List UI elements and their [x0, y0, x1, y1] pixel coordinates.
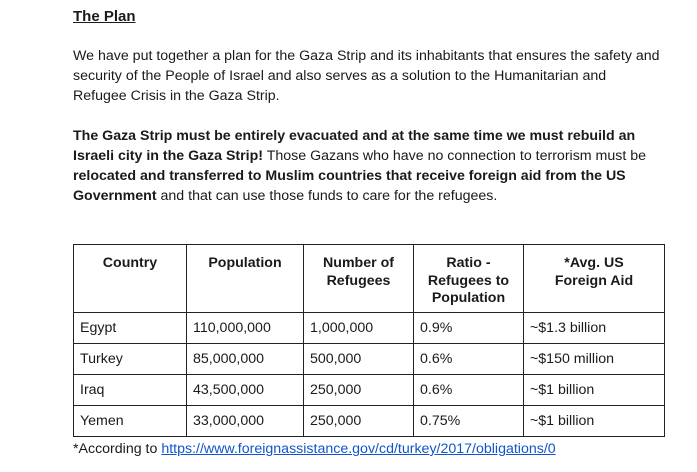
cell-ratio: 0.75% [414, 406, 524, 437]
cell-refugees: 1,000,000 [304, 313, 414, 344]
cell-ratio: 0.6% [414, 344, 524, 375]
source-link[interactable]: https://www.foreignassistance.gov/cd/turkey/2017/obligations/0 [161, 441, 556, 457]
cell-ratio: 0.9% [414, 313, 524, 344]
cell-aid: ~$1 billion [524, 375, 665, 406]
cell-aid: ~$1.3 billion [524, 313, 665, 344]
relocation-statement: relocated and transferred to Muslim countries that receive foreign aid from the US Government [73, 168, 626, 204]
cell-refugees: 250,000 [304, 375, 414, 406]
cell-population: 85,000,000 [187, 344, 304, 375]
table-row [74, 375, 665, 406]
cell-country: Egypt [74, 313, 187, 344]
cell-country: Iraq [74, 375, 187, 406]
footnote [73, 440, 556, 458]
cell-aid: ~$1 billion [524, 406, 665, 437]
cell-aid: ~$150 million [524, 344, 665, 375]
table-row [74, 406, 665, 437]
table-row [74, 344, 665, 375]
cell-population: 110,000,000 [187, 313, 304, 344]
header-population: Population [187, 245, 304, 313]
header-ratio: Ratio - Refugees to Population [414, 245, 524, 313]
plan-text-1: Those Gazans who have no connection to terrorism must be [263, 148, 647, 164]
page-title: The Plan [73, 8, 136, 25]
header-refugees: Number of Refugees [304, 245, 414, 313]
cell-refugees: 500,000 [304, 344, 414, 375]
cell-population: 33,000,000 [187, 406, 304, 437]
header-foreign-aid: *Avg. US Foreign Aid [524, 245, 665, 313]
evacuation-statement: The Gaza Strip must be entirely evacuated and at the same time we must rebuild an Israeli city in the Gaza Strip! [73, 128, 636, 164]
cell-country: Yemen [74, 406, 187, 437]
intro-paragraph: We have put together a plan for the Gaza Strip and its inhabitants that ensures the safety and security of the People of Israel and also serves as a solution to the Humanitarian and Refugee Crisis in the Gaza Strip. [73, 48, 660, 104]
refugee-table [73, 244, 665, 437]
table-row [74, 313, 665, 344]
footnote-prefix: *According to [73, 441, 162, 457]
cell-ratio: 0.6% [414, 375, 524, 406]
header-country: Country [74, 245, 187, 313]
table-header-row [74, 245, 665, 313]
plan-text-2: and that can use those funds to care for the refugees. [156, 188, 498, 204]
plan-paragraph [73, 126, 663, 206]
cell-population: 43,500,000 [187, 375, 304, 406]
cell-refugees: 250,000 [304, 406, 414, 437]
cell-country: Turkey [74, 344, 187, 375]
